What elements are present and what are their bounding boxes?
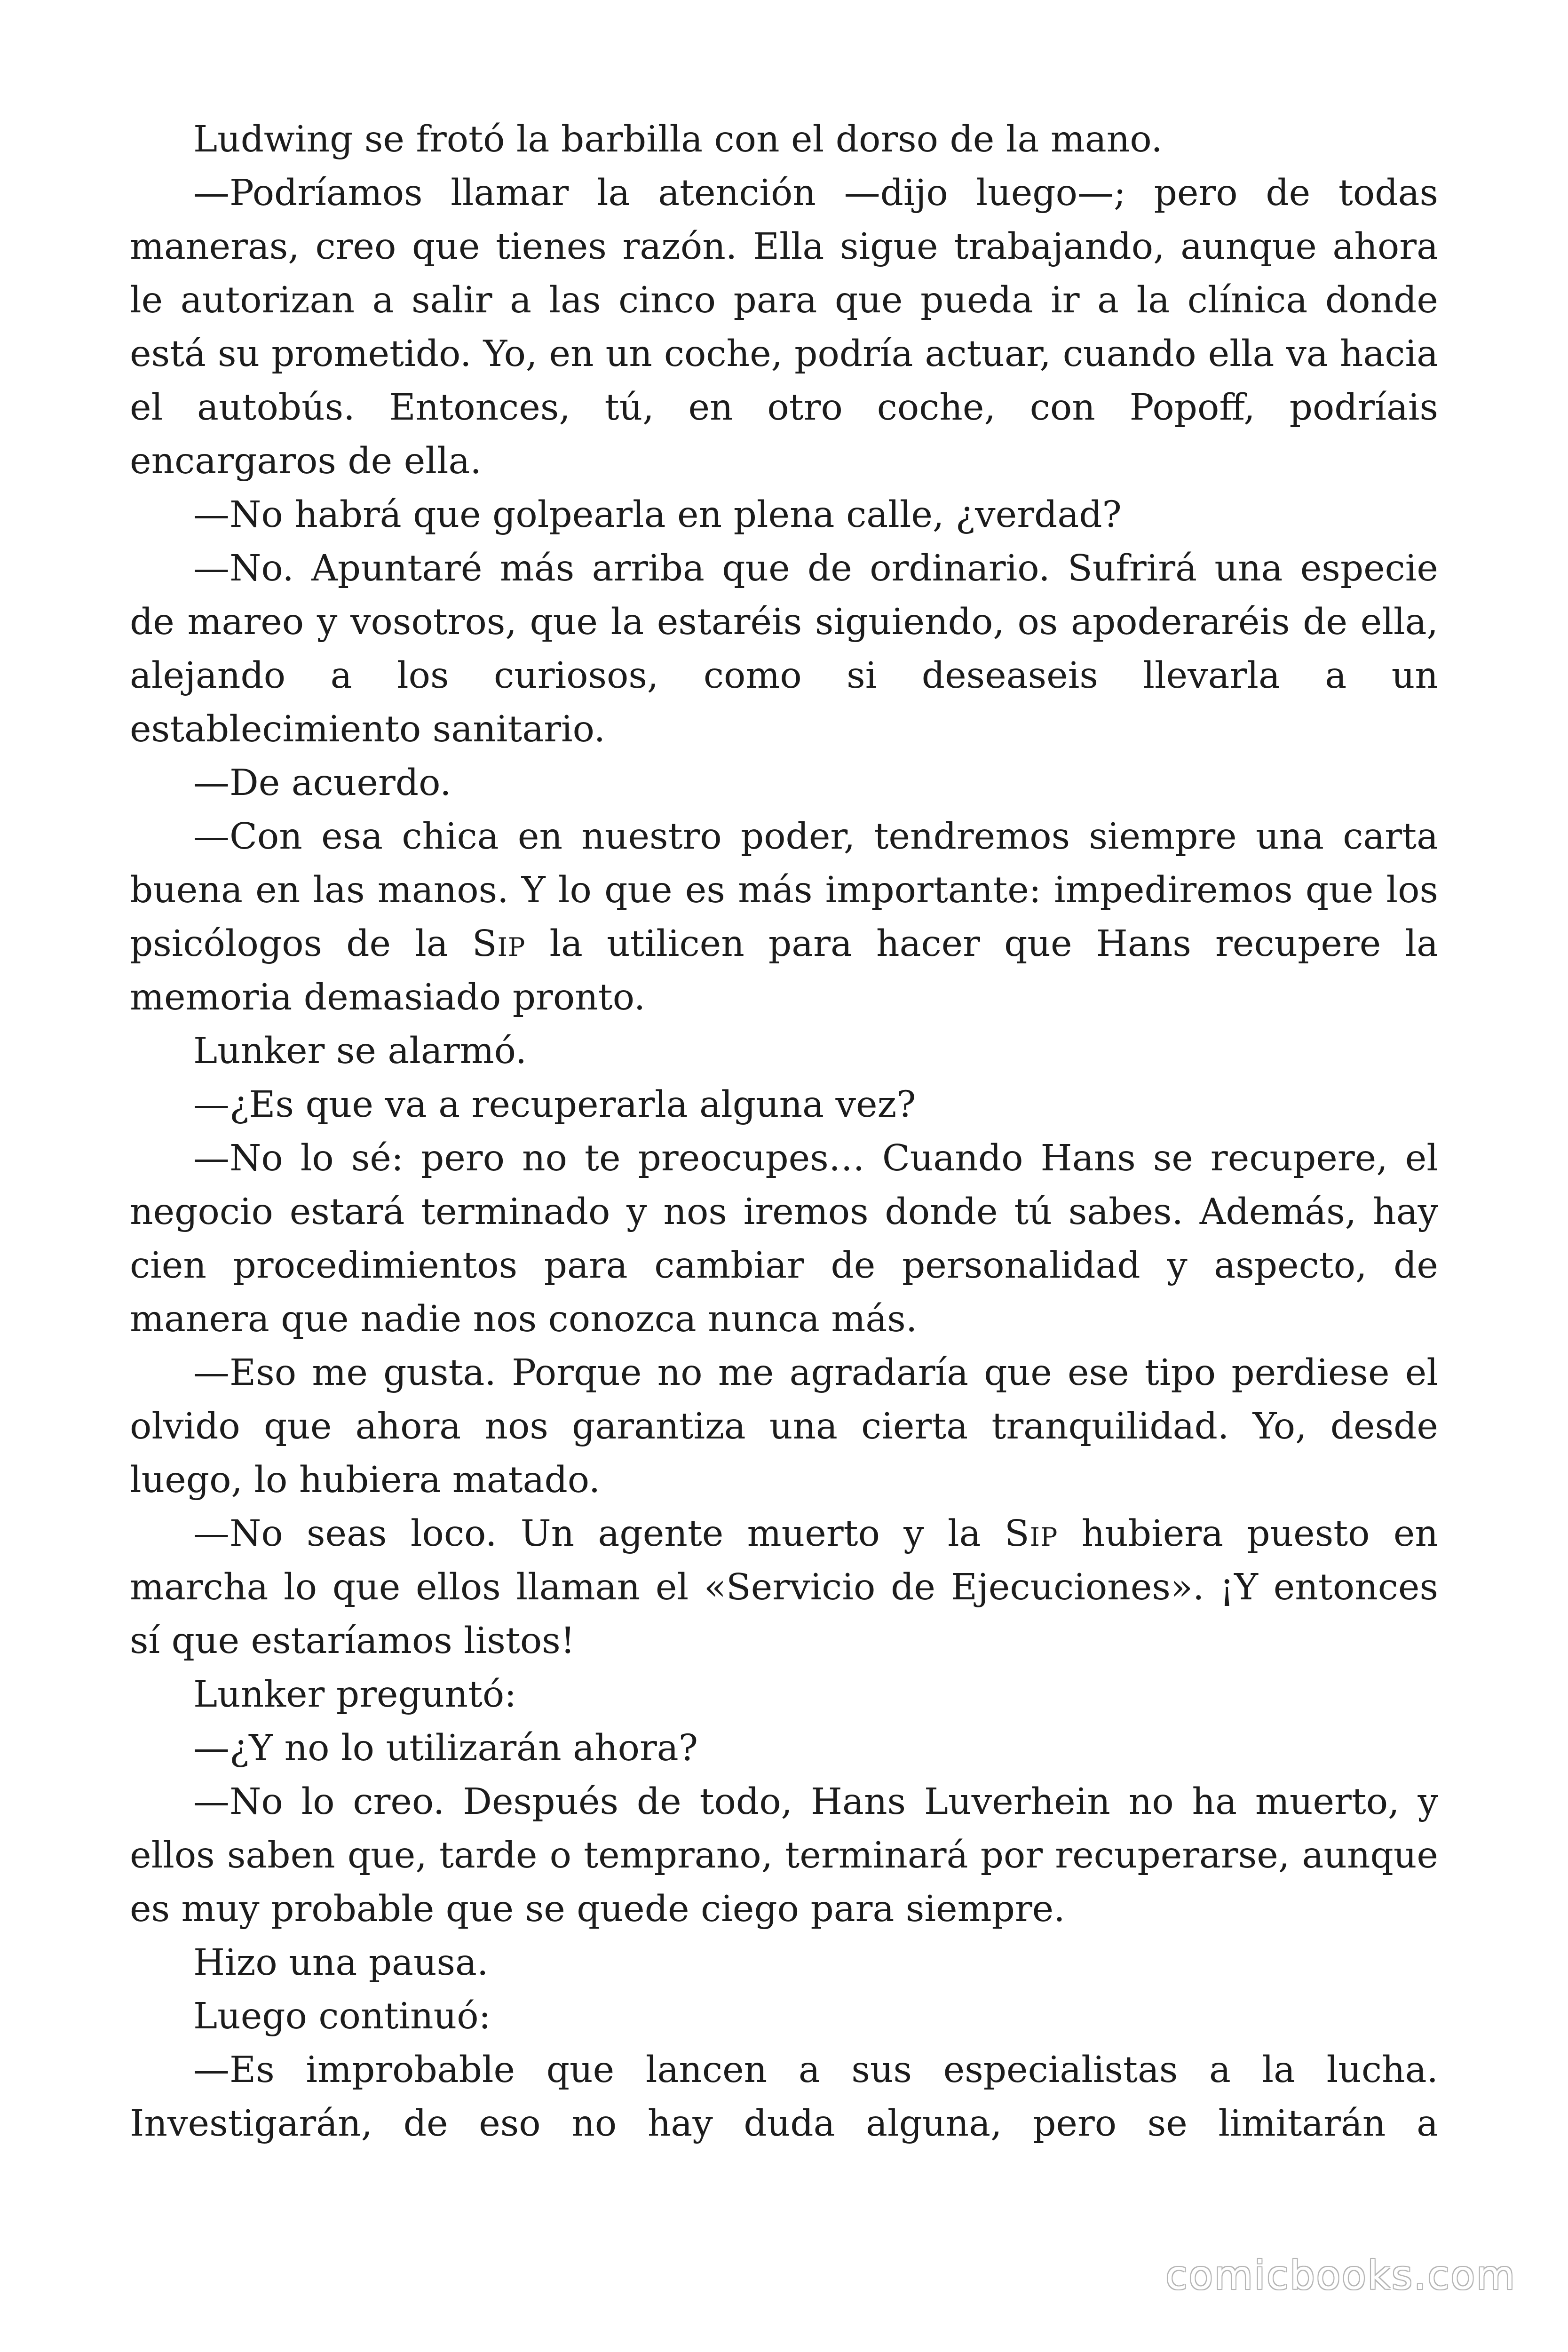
paragraph bbox=[130, 1507, 1438, 1668]
paragraph bbox=[130, 167, 1438, 488]
paragraph-text: la utilicen para hacer que Hans recupere la memoria demasiado pronto. bbox=[130, 923, 1438, 1018]
paragraph-text: Lunker preguntó: bbox=[193, 1674, 517, 1716]
paragraph bbox=[130, 1025, 1438, 1078]
paragraph-text: —¿Y no lo utilizarán ahora? bbox=[193, 1727, 698, 1769]
paragraph bbox=[130, 1990, 1438, 2043]
paragraph-text: —Podríamos llamar la atención —dijo luego—; pero de todas maneras, creo que tienes razón. Ella sigue trabajando, aunque ahora le autorizan a salir a las cinco para que pueda ir a la clínica donde está su prometido. Yo, en un coche, podría actuar, cuando ella va hacia el autobús. Entonces, tú, en otro coche, con Popoff, podríais encargaros de ella. bbox=[130, 172, 1438, 482]
paragraph bbox=[130, 1936, 1438, 1990]
paragraph-text: —No lo creo. Después de todo, Hans Luverhein no ha muerto, y ellos saben que, tarde o temprano, terminará por recuperarse, aunque es muy probable que se quede ciego para siempre. bbox=[130, 1781, 1438, 1930]
paragraph-text: —Con esa chica en nuestro poder, tendremos siempre una carta buena en las manos. Y lo que es más importante: impediremos que los psicólogos de la bbox=[130, 816, 1438, 965]
book-page-text bbox=[130, 113, 1438, 2151]
paragraph bbox=[130, 1722, 1438, 1775]
paragraph bbox=[130, 756, 1438, 810]
paragraph-text: Hizo una pausa. bbox=[193, 1942, 489, 1984]
paragraph-text: hubiera puesto en marcha lo que ellos llaman el «Servicio de Ejecuciones». ¡Y entonces sí que estaríamos listos! bbox=[130, 1513, 1438, 1662]
paragraph bbox=[130, 542, 1438, 756]
paragraph bbox=[130, 2043, 1438, 2151]
paragraph-text: —¿Es que va a recuperarla alguna vez? bbox=[193, 1084, 916, 1126]
paragraph bbox=[130, 1132, 1438, 1346]
paragraph bbox=[130, 1668, 1438, 1722]
paragraph bbox=[130, 810, 1438, 1025]
paragraph-text: —No. Apuntaré más arriba que de ordinario. Sufrirá una especie de mareo y vosotros, que la estaréis siguiendo, os apoderaréis de ella, alejando a los curiosos, como si deseaseis llevarla a un establecimiento sanitario. bbox=[130, 548, 1438, 750]
paragraph-text: —No seas loco. Un agente muerto y la bbox=[193, 1513, 1005, 1555]
paragraph-text: Luego continuó: bbox=[193, 1995, 491, 2037]
acronym-small-caps: Sip bbox=[472, 923, 526, 965]
paragraph-text: —No habrá que golpearla en plena calle, ¿verdad? bbox=[193, 494, 1122, 536]
paragraph-text: —Es improbable que lancen a sus especialistas a la lucha. Investigarán, de eso no hay duda alguna, pero se limitarán a bbox=[130, 2049, 1438, 2145]
paragraph bbox=[130, 113, 1438, 167]
paragraph bbox=[130, 1078, 1438, 1132]
watermark: comicbooks.com bbox=[1165, 2252, 1516, 2298]
paragraph-text: —De acuerdo. bbox=[193, 762, 451, 804]
acronym-small-caps: Sip bbox=[1004, 1513, 1058, 1555]
paragraph-text: —No lo sé: pero no te preocupes… Cuando Hans se recupere, el negocio estará terminado y nos iremos donde tú sabes. Además, hay cien procedimientos para cambiar de personalidad y aspecto, de manera que nadie nos conozca nunca más. bbox=[130, 1137, 1438, 1340]
paragraph bbox=[130, 488, 1438, 542]
paragraph bbox=[130, 1775, 1438, 1936]
paragraph-text: —Eso me gusta. Porque no me agradaría que ese tipo perdiese el olvido que ahora nos garantiza una cierta tranquilidad. Yo, desde luego, lo hubiera matado. bbox=[130, 1352, 1438, 1501]
paragraph-text: Ludwing se frotó la barbilla con el dorso de la mano. bbox=[193, 119, 1163, 160]
paragraph bbox=[130, 1346, 1438, 1507]
paragraph-text: Lunker se alarmó. bbox=[193, 1030, 527, 1072]
